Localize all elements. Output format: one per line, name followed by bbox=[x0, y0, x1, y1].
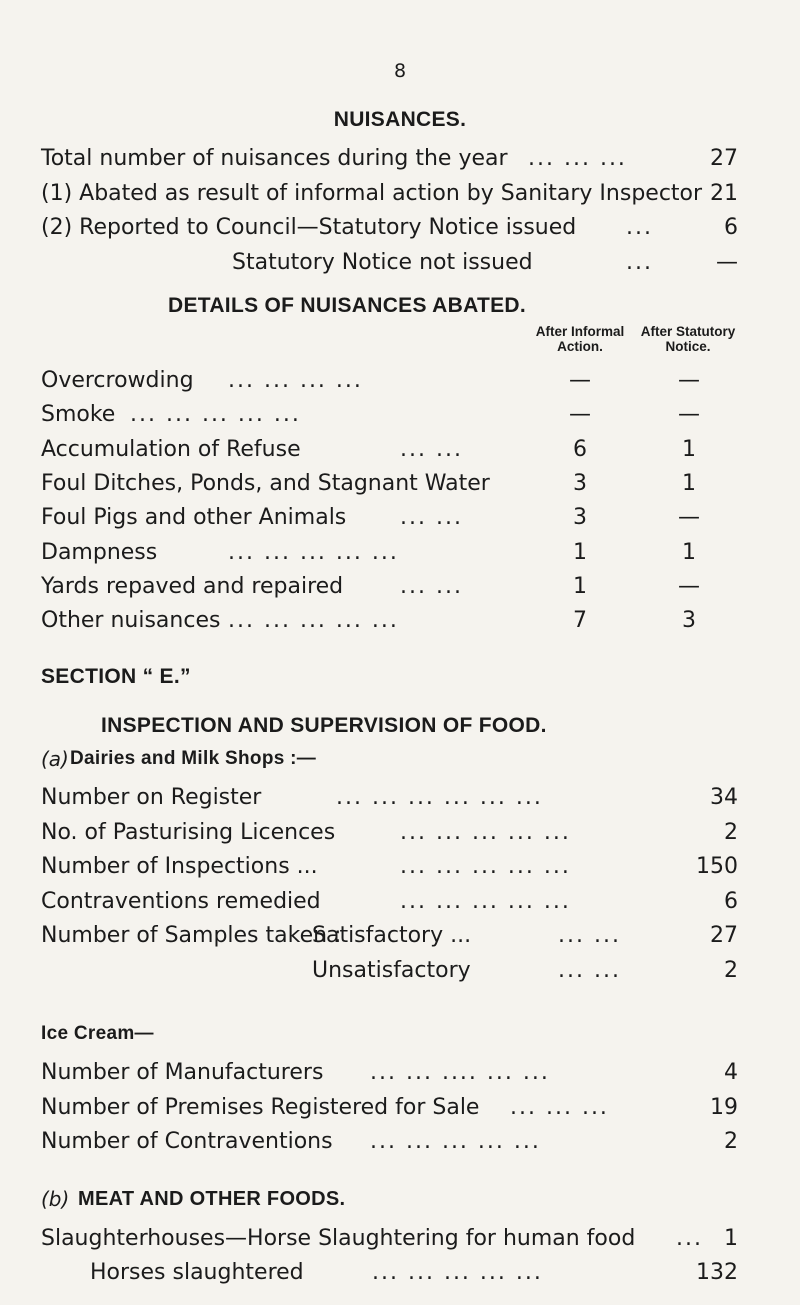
meat-row-label: Horses slaughtered bbox=[90, 1260, 304, 1285]
ice-cream-title: Ice Cream— bbox=[41, 1023, 154, 1044]
details-row-label: Foul Pigs and other Animals bbox=[41, 505, 347, 530]
details-title: DETAILS OF NUISANCES ABATED. bbox=[168, 294, 527, 317]
dairies-row-label: Number of Inspections ... bbox=[41, 854, 318, 879]
dairies-row-value: 6 bbox=[724, 889, 738, 914]
samples-row-label: Unsatisfactory bbox=[312, 958, 471, 983]
dot-leader: ... ... ... ... ... bbox=[130, 402, 301, 427]
dot-leader: ... ... ... bbox=[528, 146, 627, 171]
dot-leader: ... ... ... ... bbox=[228, 368, 363, 393]
ice-cream-row-label: Number of Manufacturers bbox=[41, 1060, 324, 1085]
dot-leader: ... ... ... ... ... bbox=[370, 1129, 541, 1154]
ice-cream-row-value: 4 bbox=[724, 1060, 738, 1085]
dot-leader: ... ... ... ... ... bbox=[372, 1260, 543, 1285]
section-e-subtitle: INSPECTION AND SUPERVISION OF FOOD. bbox=[101, 714, 547, 737]
meat-marker: (b) bbox=[41, 1187, 70, 1211]
nuisance-row-label: Total number of nuisances during the year bbox=[41, 146, 508, 171]
nuisances-title: NUISANCES. bbox=[333, 108, 467, 131]
nuisance-row-label: Statutory Notice not issued bbox=[232, 250, 533, 275]
details-statutory: — bbox=[678, 402, 700, 427]
col-header-line: After Informal bbox=[535, 324, 625, 339]
details-statutory: — bbox=[678, 574, 700, 599]
dairies-row-value: 150 bbox=[696, 854, 738, 879]
samples-row-label: Satisfactory ... bbox=[312, 923, 472, 948]
dot-leader: ... ... bbox=[400, 574, 463, 599]
samples-row-value: 2 bbox=[724, 958, 738, 983]
dot-leader: ... ... bbox=[558, 923, 621, 948]
details-informal: 3 bbox=[573, 505, 587, 530]
samples-row-value: 27 bbox=[710, 923, 738, 948]
dot-leader: ... ... bbox=[400, 437, 463, 462]
dot-leader: ... ... ... bbox=[510, 1095, 609, 1120]
details-row-label: Smoke bbox=[41, 402, 116, 427]
dot-leader: ... bbox=[626, 215, 653, 240]
dairies-row-label: Number on Register bbox=[41, 785, 262, 810]
dairies-marker: (a) bbox=[41, 747, 69, 771]
dot-leader: ... ... .... ... ... bbox=[370, 1060, 550, 1085]
nuisance-row-value: 27 bbox=[710, 146, 738, 171]
nuisance-row-value: — bbox=[716, 250, 738, 275]
col-header-line: After Statutory bbox=[640, 324, 736, 339]
details-statutory: — bbox=[678, 505, 700, 530]
details-row-label: Foul Ditches, Ponds, and Stagnant Water bbox=[41, 471, 490, 496]
details-row-label: Other nuisances bbox=[41, 608, 221, 633]
nuisance-row-value: 6 bbox=[724, 215, 738, 240]
ice-cream-row-value: 19 bbox=[710, 1095, 738, 1120]
meat-row-label: Slaughterhouses—Horse Slaughtering for human food bbox=[41, 1226, 636, 1251]
details-informal: — bbox=[569, 368, 591, 393]
dairies-row-label: Contraventions remedied bbox=[41, 889, 321, 914]
dot-leader: ... ... ... ... ... bbox=[400, 820, 571, 845]
ice-cream-row-value: 2 bbox=[724, 1129, 738, 1154]
nuisance-row-label: (2) Reported to Council—Statutory Notice issued bbox=[41, 215, 577, 240]
dot-leader: ... ... bbox=[400, 505, 463, 530]
details-statutory: 3 bbox=[682, 608, 696, 633]
dot-leader: ... ... ... ... ... bbox=[228, 540, 399, 565]
col-header-informal bbox=[520, 324, 640, 354]
details-informal: 1 bbox=[573, 540, 587, 565]
details-informal: 3 bbox=[573, 471, 587, 496]
dairies-row-value: 34 bbox=[710, 785, 738, 810]
meat-row-value: 1 bbox=[724, 1226, 738, 1251]
col-header-statutory bbox=[628, 324, 748, 354]
details-statutory: 1 bbox=[682, 540, 696, 565]
details-row-label: Accumulation of Refuse bbox=[41, 437, 301, 462]
dot-leader: ... ... bbox=[558, 958, 621, 983]
details-row-label: Yards repaved and repaired bbox=[41, 574, 344, 599]
dairies-row-label: No. of Pasturising Licences bbox=[41, 820, 336, 845]
samples-label: Number of Samples taken : bbox=[41, 923, 342, 948]
details-row-label: Overcrowding bbox=[41, 368, 194, 393]
details-informal: 7 bbox=[573, 608, 587, 633]
details-statutory: — bbox=[678, 368, 700, 393]
dot-leader: ... ... ... ... ... bbox=[400, 889, 571, 914]
details-informal: 6 bbox=[573, 437, 587, 462]
details-statutory: 1 bbox=[682, 437, 696, 462]
ice-cream-row-label: Number of Contraventions bbox=[41, 1129, 333, 1154]
ice-cream-row-label: Number of Premises Registered for Sale bbox=[41, 1095, 480, 1120]
nuisance-row-label: (1) Abated as result of informal action by Sanitary Inspector bbox=[41, 181, 703, 206]
page-number: 8 bbox=[393, 60, 407, 82]
meat-title: MEAT AND OTHER FOODS. bbox=[78, 1188, 346, 1210]
dot-leader: ... ... ... ... ... bbox=[400, 854, 571, 879]
dot-leader: ... bbox=[626, 250, 653, 275]
details-statutory: 1 bbox=[682, 471, 696, 496]
dot-leader: ... ... ... ... ... bbox=[228, 608, 399, 633]
details-row-label: Dampness bbox=[41, 540, 158, 565]
dot-leader: ... ... ... ... ... ... bbox=[336, 785, 543, 810]
meat-row-value: 132 bbox=[696, 1260, 738, 1285]
col-header-line: Notice. bbox=[665, 339, 711, 354]
nuisance-row-value: 21 bbox=[710, 181, 738, 206]
dairies-title: Dairies and Milk Shops :— bbox=[70, 748, 317, 769]
dot-leader: ... bbox=[676, 1226, 703, 1251]
details-informal: — bbox=[569, 402, 591, 427]
section-e-title: SECTION “ E.” bbox=[41, 665, 191, 688]
details-informal: 1 bbox=[573, 574, 587, 599]
dairies-row-value: 2 bbox=[724, 820, 738, 845]
col-header-line: Action. bbox=[557, 339, 603, 354]
